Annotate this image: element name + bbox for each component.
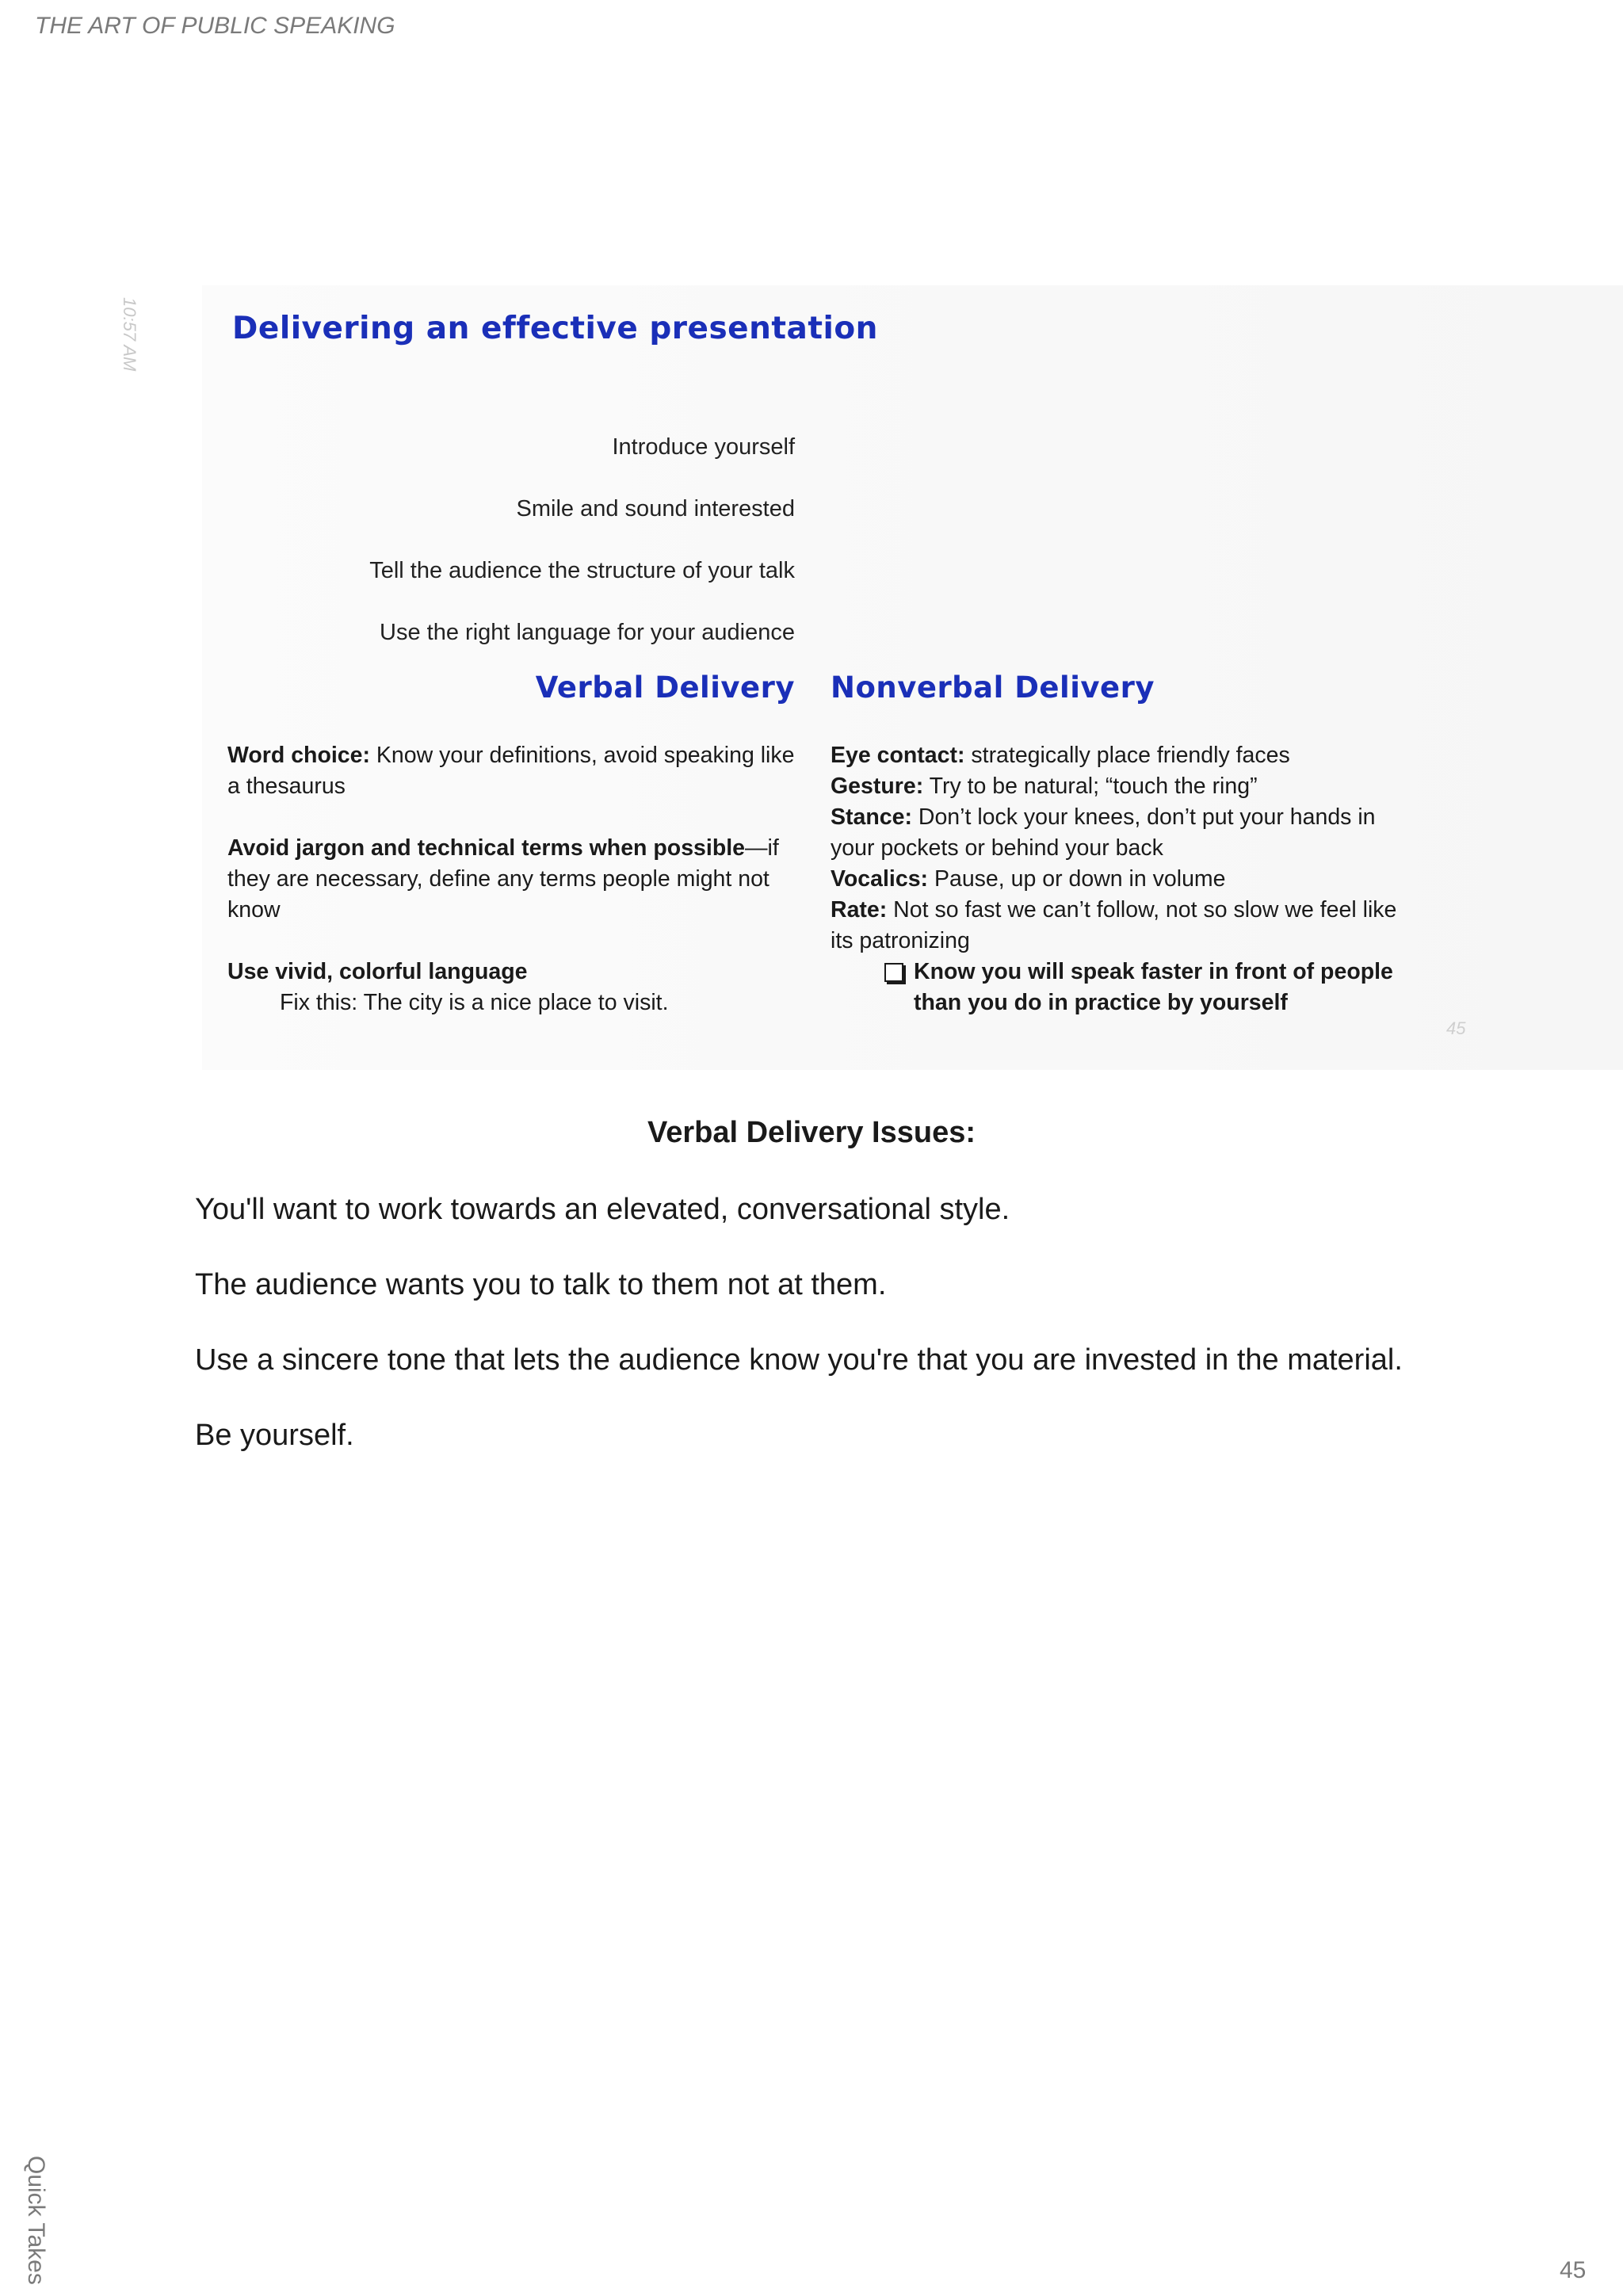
nonverbal-item (831, 802, 1401, 864)
verbal-delivery-heading: Verbal Delivery (535, 670, 795, 705)
word-choice-text: Know your definitions, avoid speaking like a thesaurus (227, 743, 795, 799)
checkbox-icon (884, 963, 903, 982)
intro-item: Use the right language for your audience (380, 620, 795, 645)
nonverbal-item (831, 895, 1401, 957)
speak-faster-checkbox-item (831, 957, 1401, 1018)
nonverbal-item (831, 864, 1401, 895)
slide-timestamp: 10:57 AM (120, 297, 139, 372)
nonverbal-item-label: Gesture: (831, 774, 924, 799)
nonverbal-item-label: Eye contact: (831, 743, 965, 768)
jargon-text: —if they are necessary, define any terms people might not know (227, 835, 779, 923)
issues-paragraph: Use a sincere tone that lets the audience know you're that you are invested in the material. (195, 1343, 1403, 1377)
jargon-label: Avoid jargon and technical terms when possible (227, 835, 745, 861)
intro-item: Smile and sound interested (516, 496, 795, 521)
vivid-language-label: Use vivid, colorful language (227, 959, 528, 984)
nonverbal-item-text: Don’t lock your knees, don’t put your hands in your pockets or behind your back (831, 804, 1376, 861)
issues-paragraph: You'll want to work towards an elevated, conversational style. (195, 1193, 1010, 1226)
jargon-item (227, 833, 798, 926)
nonverbal-item (831, 771, 1401, 802)
verbal-delivery-issues-heading: Verbal Delivery Issues: (647, 1116, 976, 1149)
vivid-language-example: Fix this: The city is a nice place to visit. (280, 990, 669, 1015)
intro-item: Introduce yourself (612, 434, 795, 460)
issues-paragraph: The audience wants you to talk to them not at them. (195, 1268, 887, 1301)
nonverbal-delivery-column (831, 740, 1401, 1018)
verbal-delivery-column (227, 740, 798, 1018)
nonverbal-item-text: Try to be natural; “touch the ring” (923, 774, 1258, 799)
issues-paragraph: Be yourself. (195, 1419, 354, 1452)
page-number: 45 (1560, 2257, 1587, 2283)
nonverbal-item-text: Not so fast we can’t follow, not so slow we feel like its patronizing (831, 897, 1397, 953)
nonverbal-item-label: Vocalics: (831, 866, 929, 892)
nonverbal-item-text: strategically place friendly faces (964, 743, 1290, 768)
vivid-language-item (227, 957, 798, 988)
nonverbal-item-text: Pause, up or down in volume (928, 866, 1226, 892)
footer-side-label: Quick Takes (23, 2156, 49, 2285)
word-choice-label: Word choice: (227, 743, 370, 768)
nonverbal-delivery-heading: Nonverbal Delivery (831, 670, 1155, 705)
checkbox-item-text: Know you will speak faster in front of people than you do in practice by yourself (914, 959, 1393, 1015)
slide-number: 45 (1446, 1018, 1466, 1038)
word-choice-item (227, 740, 798, 802)
nonverbal-item-label: Stance: (831, 804, 912, 830)
running-head: THE ART OF PUBLIC SPEAKING (35, 13, 395, 39)
nonverbal-item-label: Rate: (831, 897, 888, 923)
intro-item: Tell the audience the structure of your talk (369, 558, 795, 583)
intro-list (369, 434, 795, 682)
nonverbal-item (831, 740, 1401, 771)
slide-title: Delivering an effective presentation (232, 311, 878, 346)
